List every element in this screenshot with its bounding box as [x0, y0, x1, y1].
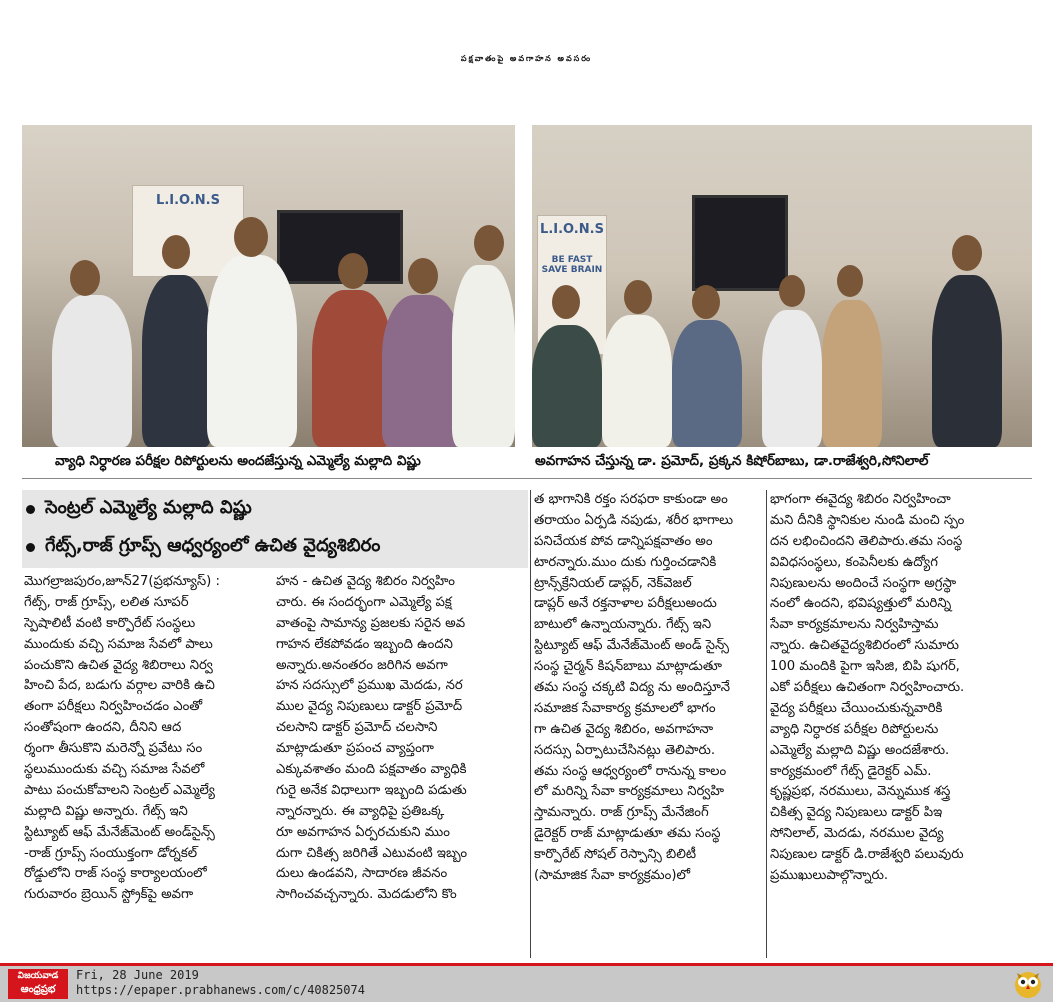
article-line: పంచుకొని ఉచిత వైద్య శిబిరాలు నిర్వ [24, 657, 213, 673]
article-line: కృష్ణప్రభ, నరములు, వెన్నుముక శస్త్ర [770, 784, 951, 800]
article-line: సంతోషంగా ఉందని, దీనిని ఆద [24, 720, 182, 736]
article-line: బాటులో ఉన్నాయన్నారు. గేట్స్ ఇని [534, 617, 712, 633]
brand-edition: విజయవాడ [17, 971, 59, 981]
article-line: వివిధసంస్థలు, కంపెనీలకు ఉద్యోగ [770, 554, 938, 570]
article-line: గా ఉచిత వైద్య శిబిరం, అవగాహనా [534, 721, 714, 737]
article-line: స్పెషాలిటీ వంటి కార్పొరేట్ సంస్థలు [24, 615, 196, 631]
article-line: గేట్స్, రాజ్ గ్రూప్స్, లలిత సూపర్ [24, 594, 189, 610]
banner-title: L.I.O.N.S [540, 222, 604, 237]
article-line: కార్యక్రమంలో గేట్స్ డైరెక్టర్ ఎమ్. [770, 763, 932, 779]
article-line: తరాయం ఏర్పడి నపుడు, శరీర భాగాలు [534, 512, 734, 528]
banner-subtitle: BE FAST SAVE BRAIN [541, 255, 603, 275]
article-line: సదస్సు ఏర్పాటుచేసినట్లు తెలిపారు. [534, 742, 716, 758]
article-line: (సామాజిక సేవా కార్యక్రమం)లో [534, 868, 691, 884]
article-line: గాహన లేకపోవడం ఇబ్బంది ఉందని [276, 636, 453, 652]
bullet-item [22, 490, 528, 528]
article-line: చికిత్స వైద్య నిపుణులు డాక్టర్ పిఇ [770, 805, 943, 821]
epaper-url[interactable]: https://epaper.prabhanews.com/c/40825074 [76, 983, 365, 997]
page-headline: పక్షవాతంపై అవగాహన అవసరం [460, 53, 593, 63]
article-line: చారు. ఈ సందర్భంగా ఎమ్మెల్యే పక్ష [276, 594, 452, 610]
article-line: ఎమ్మెల్యే మల్లాది విష్ణు అందజేశారు. [770, 742, 950, 758]
article-line: ఎక్కువశాతం మంది పక్షవాతం వ్యాధికి [276, 762, 467, 778]
bullet-dot-icon [26, 543, 35, 552]
article-line: వ్యాధి నిర్ధారక పరీక్షల రిపోర్టులను [770, 721, 939, 737]
article-line: 100 మందికి పైగా ఇసిజి, బిపి షుగర్, [770, 659, 960, 675]
article-line: మల్లాది విష్ణు అన్నారు. గేట్స్ ఇని [24, 803, 188, 819]
article-line: తమ సంస్థ ఆధ్వర్యంలో రానున్న కాలం [534, 763, 727, 779]
article-line: సాగించవచ్చన్నారు. మెదడులోని కొం [276, 887, 457, 903]
bullet-text: సెంట్రల్ ఎమ్మెల్యే మల్లాది విష్ణు [45, 496, 252, 518]
photo-caption-left: వ్యాధి నిర్ధారణ పరీక్షల రిపోర్టులను అందజేస్తున్న ఎమ్మెల్యే మల్లాది విష్ణు [55, 452, 421, 469]
article-line: చలసాని డాక్టర్ ప్రమోద్ చలసాని [276, 720, 438, 736]
bullet-dot-icon [26, 505, 35, 514]
article-line: ముందుకు వచ్చి సమాజ సేవలో పాలు [24, 636, 213, 652]
article-line: డాప్లర్ అనే రక్తనాళాల పరీక్షలుఅందు [534, 596, 717, 612]
article-line: గురై అనేక విధాలుగా ఇబ్బంది పడుతు [276, 782, 467, 798]
article-line: ప్రముఖులుపాల్గొన్నారు. [770, 868, 889, 884]
article-line: కార్పొరేట్ సోషల్ రెస్పాన్సి బిలిటీ [534, 847, 697, 863]
article-line: గురువారం బ్రెయిన్ స్ట్రోక్‌పై అవగా [24, 887, 194, 903]
bullet-text: గేట్స్,రాజ్ గ్రూప్స్ ఆధ్వర్యంలో ఉచిత వైద్యశిబిరం [45, 534, 381, 556]
article-line: న్నారు. ఉచితవైద్యశిబిరంలో సుమారు [770, 638, 959, 654]
article-line: త భాగానికి రక్తం సరఫరా కాకుండా అం [534, 492, 728, 507]
epaper-footer [0, 963, 1053, 1002]
owl-icon [1013, 967, 1043, 999]
lions-banner: L.I.O.N.S [132, 185, 244, 277]
article-line: హించి పేద, బడుగు వర్గాల వారికి ఉచి [24, 678, 215, 694]
article-line: భాగంగా ఈవైద్య శిబిరం నిర్వహించా [770, 492, 951, 507]
article-line: హన సదస్సులో ప్రముఖ మెదడు, నర [276, 678, 463, 694]
edition-date: Fri, 28 June 2019 [76, 968, 199, 982]
article-line: నిపుణుల డాక్టర్ డి.రాజేశ్వరి పలువురు [770, 847, 964, 863]
article-line: స్టిట్యూట్ ఆఫ్ మేనేజ్‌మెంట్ అండ్‌సైన్స్ [24, 824, 215, 840]
article-line: దన లభించిందని తెలిపారు.తమ సంస్థ [770, 533, 963, 549]
subheading-bullets [22, 490, 528, 568]
article-line: పాటు పంచుకోవాలని సెంట్రల్ ఎమ్మెల్యే [24, 782, 215, 798]
article-line: నంలో ఉందని, భవిష్యత్తులో మరిన్ని [770, 596, 952, 612]
newspaper-logo[interactable] [8, 969, 68, 999]
article-line: ట్రాన్స్‌క్రేనియల్ డాప్లర్, నెక్‌వెజల్ [534, 575, 692, 591]
article-line: ముల వైద్య నిపుణులు డాక్టర్ ప్రమోద్ [276, 699, 463, 715]
photo-caption-right: అవగాహన చేస్తున్న డా. ప్రమోద్, ప్రక్కన కిషోర్‌బాబు, డా.రాజేశ్వరి,సోనిలాల్ [535, 452, 929, 469]
article-line: -రాజ్ గ్రూప్స్ సంయుక్తంగా డోర్నకల్ [24, 845, 198, 861]
photo-awareness-session [532, 125, 1032, 447]
article-line: మాట్లాడుతూ ప్రపంచ వ్యాప్తంగా [276, 741, 434, 757]
article-line: వైద్య పరీక్షలు చేయించుకున్నవారికి [770, 700, 943, 716]
article-line: స్తామన్నారు. రాజ్ గ్రూప్స్ మేనేజింగ్ [534, 805, 709, 821]
article-line: వాతంపై సామాన్య ప్రజలకు సరైన అవ [276, 615, 466, 631]
article-line: మని దీనికి స్థానికుల నుండి మంచి స్పం [770, 512, 965, 528]
article-line: సోనిలాల్, మెదడు, నరముల వైద్య [770, 826, 944, 842]
article-line: న్నారన్నారు. ఈ వ్యాధిపై ప్రతిఒక్క [276, 803, 445, 819]
article-line: స్థలుముందుకు వచ్చి సమాజ సేవలో [24, 762, 205, 778]
article-line: డైరెక్టర్ రాజ్ మాట్లాడుతూ తమ సంస్థ [534, 826, 721, 842]
article-line: రూ అవగాహన ఏర్పరచుకుని ముం [276, 824, 450, 840]
article-line: ర్శంగా తీసుకొని మరెన్నో ప్రవేటు సం [24, 741, 203, 757]
article-line: స్టిట్యూట్ ఆఫ్ మేనేజ్‌మెంట్ అండ్ సైన్స్ [534, 638, 730, 654]
article-line: ఎకో పరీక్షలు ఉచితంగా నిర్వహించారు. [770, 680, 965, 696]
article-line: తంగా పరీక్షలు నిర్వహించడం ఎంతో [24, 699, 203, 715]
article-line: మొగల్రాజపురం,జూన్27(ప్రభన్యూస్) : [24, 574, 220, 589]
article-line: లో మరిన్ని సేవా కార్యక్రమాలు నిర్వహి [534, 784, 724, 800]
article-line: హన - ఉచిత వైద్య శిబిరం నిర్వహిం [276, 574, 455, 589]
bullet-item [22, 528, 528, 566]
article-line: రోడ్డులోని రాజ్ సంస్థ కార్యాలయంలో [24, 866, 207, 882]
article-line: సంస్థ చైర్మన్ కిషన్‌బాబు మాట్లాడుతూ [534, 659, 722, 675]
article-line: దుగా చికిత్స జరిగితే ఎటువంటి ఇబ్బం [276, 845, 468, 861]
article-line: సమాజిక సేవాకార్య క్రమాలలో భాగం [534, 700, 716, 716]
article-line: టారన్నారు.ముం దుకు గుర్తించడానికి [534, 554, 717, 570]
article-column-4 [770, 490, 1032, 887]
article-line: పనిచేయక పోవ డాన్నిపక్షవాతం అం [534, 533, 713, 549]
article-line: నిపుణులను అందించే సంస్థగా అగ్రస్థా [770, 575, 957, 591]
photo-mla-handing-reports [22, 125, 515, 447]
brand-name: ఆంధ్రప్రభ [20, 984, 56, 995]
wall-tv [692, 195, 788, 291]
article-column-1 [24, 572, 266, 906]
article-line: తమ సంస్థ చక్కటి విద్య ను అందిస్తూనే [534, 680, 731, 696]
article-line: అన్నారు.అనంతరం జరిగిన అవగా [276, 657, 448, 673]
article-column-2 [276, 572, 528, 906]
article-column-3 [534, 490, 764, 887]
article-line: సేవా కార్యక్రమాలను నిర్వహిస్తామ [770, 617, 939, 633]
article-line: దులు ఉండవని, సాదారణ జీవనం [276, 866, 448, 882]
